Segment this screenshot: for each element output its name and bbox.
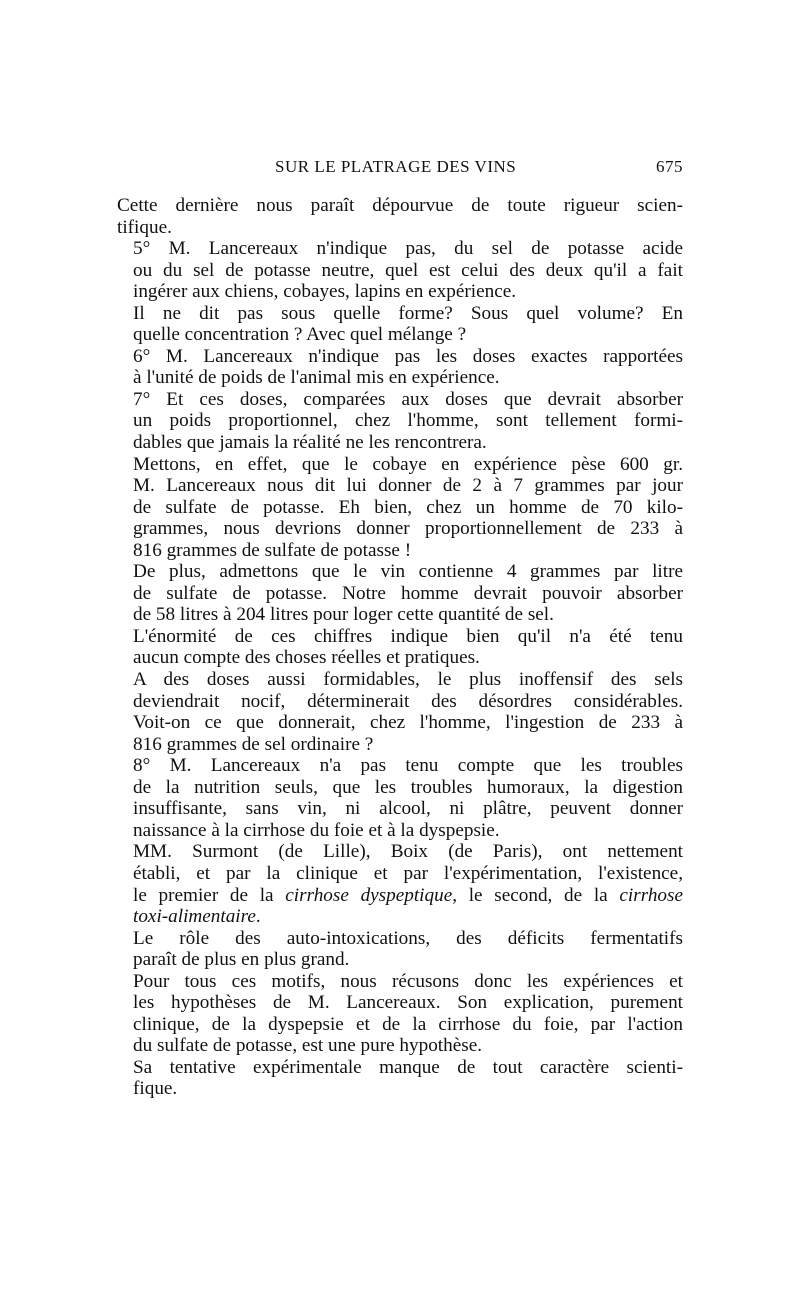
paragraph <box>117 1057 683 1100</box>
running-head-title: SUR LE PLATRAGE DES VINS <box>275 157 517 176</box>
text-line: à l'unité de poids de l'animal mis en expérience. <box>133 367 500 389</box>
paragraph <box>117 561 683 626</box>
paragraph <box>117 454 683 562</box>
text-line: Le rôle des auto-intoxications, des déficits fermentatifs <box>133 927 683 949</box>
text-line: 7° Et ces doses, comparées aux doses que devrait absorber <box>133 388 683 410</box>
text-line: Voit-on ce que donnerait, chez l'homme, l'ingestion de 233 à <box>133 712 683 734</box>
paragraph <box>117 841 683 927</box>
text-line: insuffisante, sans vin, ni alcool, ni plâtre, peuvent donner <box>133 798 683 820</box>
text-line: de 58 litres à 204 litres pour loger cette quantité de sel. <box>133 604 554 626</box>
text-line: 5° M. Lancereaux n'indique pas, du sel de potasse acide <box>133 238 683 260</box>
text-line: clinique, de la dyspepsie et de la cirrhose du foie, par l'action <box>133 1013 683 1035</box>
text-line: de sulfate de potasse. Notre homme devrait pouvoir absorber <box>133 582 683 604</box>
text-line: de sulfate de potasse. Eh bien, chez un homme de 70 kilo- <box>133 496 683 518</box>
text-line: naissance à la cirrhose du foie et à la dyspepsie. <box>133 819 500 841</box>
text-line: les hypothèses de M. Lancereaux. Son explication, purement <box>133 992 683 1014</box>
text-line: Sa tentative expérimentale manque de tout caractère scienti- <box>133 1056 683 1078</box>
text-line: 6° M. Lancereaux n'indique pas les doses exactes rapportées <box>133 345 683 367</box>
text-line: dables que jamais la réalité ne les rencontrera. <box>133 432 487 454</box>
paragraph <box>117 346 683 389</box>
text-line: quelle concentration ? Avec quel mélange ? <box>133 324 467 346</box>
running-head <box>117 157 683 181</box>
paragraph <box>117 928 683 971</box>
page-number: 675 <box>656 157 683 176</box>
text-line: Mettons, en effet, que le cobaye en expérience pèse 600 gr. <box>133 453 683 475</box>
paragraph <box>117 669 683 755</box>
text-line: paraît de plus en plus grand. <box>133 949 350 971</box>
text-line: établi, et par la clinique et par l'expérimentation, l'existence, <box>133 862 683 884</box>
text-line: aucun compte des choses réelles et pratiques. <box>133 647 480 669</box>
paragraph <box>117 389 683 454</box>
text-line: du sulfate de potasse, est une pure hypothèse. <box>133 1035 483 1057</box>
paragraph <box>117 238 683 303</box>
text-line: grammes, nous devrions donner proportionnellement de 233 à <box>133 518 683 540</box>
text-line: Pour tous ces motifs, nous récusons donc les expériences et <box>133 970 683 992</box>
text-line: deviendrait nocif, déterminerait des désordres considérables. <box>133 690 683 712</box>
text-line: De plus, admettons que le vin contienne 4 grammes par litre <box>133 561 683 583</box>
text-line: ou du sel de potasse neutre, quel est celui des deux qu'il a fait <box>133 259 683 281</box>
text-line: Cette dernière nous paraît dépourvue de toute rigueur scien- <box>117 195 683 216</box>
paragraph <box>117 755 683 841</box>
text-line: MM. Surmont (de Lille), Boix (de Paris), ont nettement <box>133 841 683 863</box>
text-line: 8° M. Lancereaux n'a pas tenu compte que les troubles <box>133 755 683 777</box>
text-line: A des doses aussi formidables, le plus inoffensif des sels <box>133 669 683 691</box>
text-line: toxi-alimentaire. <box>133 906 261 928</box>
text-line: L'énormité de ces chiffres indique bien qu'il n'a été tenu <box>133 625 683 647</box>
text-line: de la nutrition seuls, que les troubles humoraux, la digestion <box>133 776 683 798</box>
paragraph <box>117 303 683 346</box>
paragraph <box>117 626 683 669</box>
text-line: un poids proportionnel, chez l'homme, sont tellement formi- <box>133 410 683 432</box>
text-line: tifique. <box>117 216 172 238</box>
text-line: ingérer aux chiens, cobayes, lapins en expérience. <box>133 281 517 303</box>
text-line: 816 grammes de sulfate de potasse ! <box>133 539 412 561</box>
text-line: fique. <box>133 1078 178 1100</box>
body-text <box>117 195 683 1100</box>
paragraph <box>117 971 683 1057</box>
text-line: le premier de la cirrhose dyspeptique, le second, de la cirrhose <box>133 884 683 906</box>
text-line: M. Lancereaux nous dit lui donner de 2 à 7 grammes par jour <box>133 475 683 497</box>
text-line: Il ne dit pas sous quelle forme? Sous quel volume? En <box>133 302 683 324</box>
text-line: 816 grammes de sel ordinaire ? <box>133 733 374 755</box>
paragraph <box>117 195 683 238</box>
